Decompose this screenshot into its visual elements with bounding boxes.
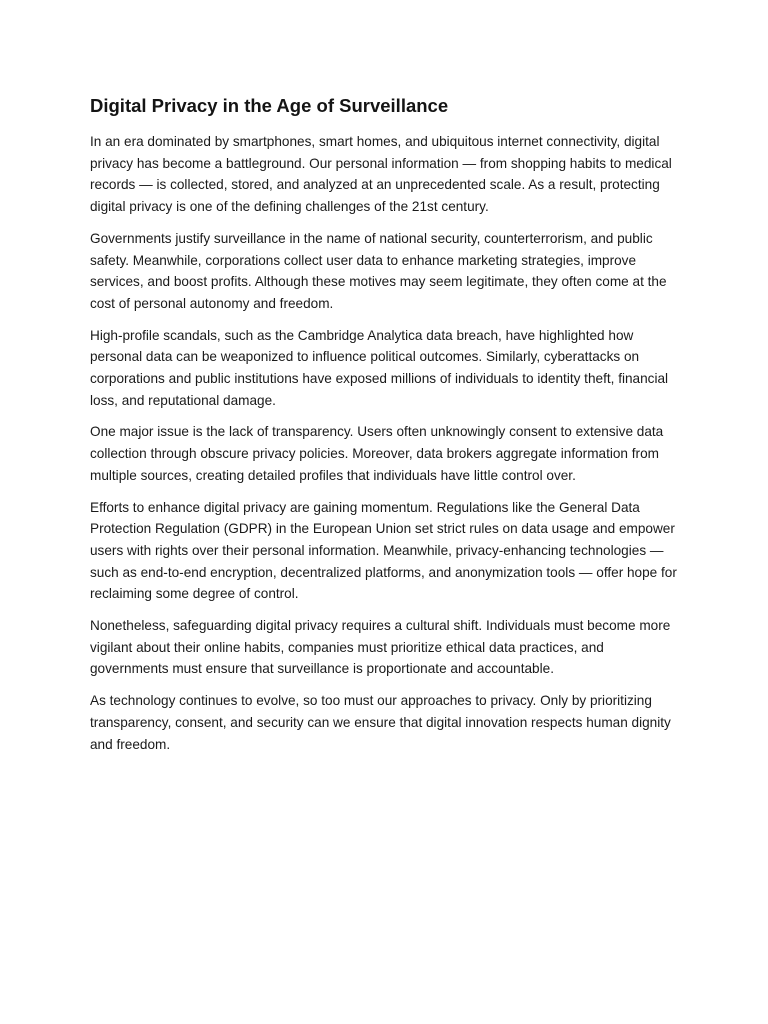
document-title: Digital Privacy in the Age of Surveillance	[90, 95, 449, 116]
paragraph-scandals: High-profile scandals, such as the Cambridge Analytica data breach, have highlighted how personal data can be weaponized to influence political outcomes. Similarly, cyberattacks on corporations and public institutions have exposed millions of individuals to identity theft, financial loss, and reputational damage.	[90, 327, 669, 408]
paragraph-surveillance-motives: Governments justify surveillance in the name of national security, counterterrorism, and public safety. Meanwhile, corporations collect user data to enhance marketing strategies, improve services, and boost profits. Although these motives may seem legitimate, they often come at the cost of personal autonomy and freedom.	[90, 230, 667, 311]
paragraph-conclusion: As technology continues to evolve, so too must our approaches to privacy. Only by prioritizing transparency, consent, and security can we ensure that digital innovation respects human dignity and freedom.	[90, 693, 671, 752]
paragraph-cultural-shift: Nonetheless, safeguarding digital privacy requires a cultural shift. Individuals must become more vigilant about their online habits, companies must prioritize ethical data practices, and governments must ensure that surveillance is proportionate and accountable.	[90, 618, 671, 677]
paragraph-intro: In an era dominated by smartphones, smart homes, and ubiquitous internet connectivity, digital privacy has become a battleground. Our personal information — from shopping habits to medical records — is collected, stored, and analyzed at an unprecedented scale. As a result, protecting digital privacy is one of the defining challenges of the 21st century.	[90, 134, 672, 215]
paragraph-transparency: One major issue is the lack of transparency. Users often unknowingly consent to extensive data collection through obscure privacy policies. Moreover, data brokers aggregate information from multiple sources, creating detailed profiles that individuals have little control over.	[90, 424, 664, 483]
paragraph-regulations: Efforts to enhance digital privacy are gaining momentum. Regulations like the General Data Protection Regulation (GDPR) in the European Union set strict rules on data usage and empower users with rights over their personal information. Meanwhile, privacy-enhancing technologies — such as end-to-end encryption, decentralized platforms, and anonymization tools — offer hope for reclaiming some degree of control.	[90, 499, 677, 602]
